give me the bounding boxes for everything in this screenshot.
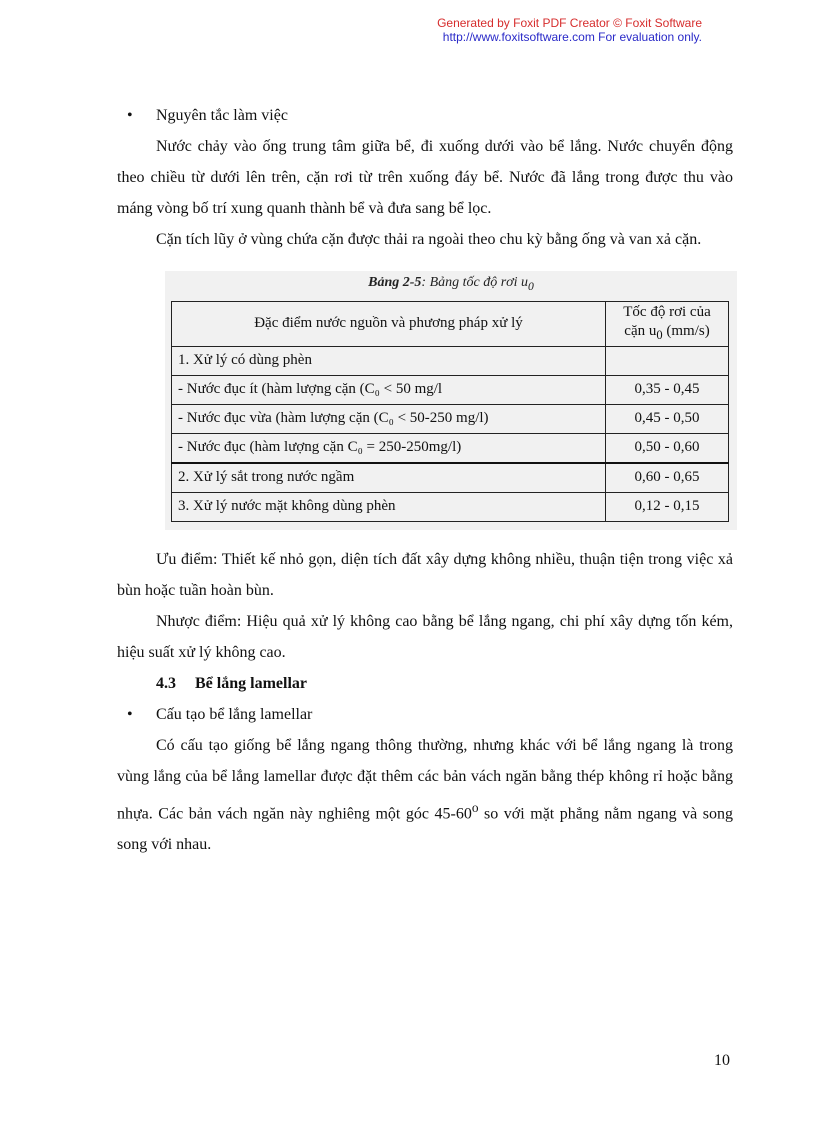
table-spacer bbox=[117, 530, 733, 544]
table-caption-label: Bảng 2-5 bbox=[368, 275, 422, 290]
paragraph-flow: Nước chảy vào ống trung tâm giữa bể, đi xuống dưới vào bể lắng. Nước chuyển động theo chiều từ dưới lên trên, cặn rơi từ trên xuống đáy bể. Nước đã lắng trong được thu vào máng vòng bố trí xung quanh thành bể và đưa sang bể lọc. bbox=[117, 138, 733, 217]
table-cell-label: 1. Xử lý có dùng phèn bbox=[172, 346, 606, 375]
table-cell-value: 0,45 - 0,50 bbox=[606, 404, 729, 433]
table-row bbox=[172, 463, 729, 493]
paragraph-advantages: Ưu điểm: Thiết kế nhỏ gọn, diện tích đất xây dựng không nhiều, thuận tiện trong việc xả bùn hoặc tuần hoàn bùn. bbox=[117, 550, 733, 599]
pdf-creator-watermark bbox=[0, 16, 702, 44]
bullet-lamellar-structure bbox=[117, 699, 733, 730]
table-cell-value bbox=[606, 346, 729, 375]
table-row bbox=[172, 492, 729, 521]
table-cell-label: 3. Xử lý nước mặt không dùng phèn bbox=[172, 492, 606, 521]
section-number: 4.3 bbox=[156, 674, 176, 692]
table-cell-label: - Nước đục vừa (hàm lượng cặn (C₀ < 50-250 mg/l) bbox=[172, 404, 606, 433]
table-caption-subscript: 0 bbox=[528, 279, 534, 293]
table-cell-label: 2. Xử lý sắt trong nước ngầm bbox=[172, 463, 606, 493]
watermark-line-2: http://www.foxitsoftware.com For evaluation only. bbox=[442, 30, 702, 44]
bullet-text: Cấu tạo bể lắng lamellar bbox=[156, 705, 313, 723]
bullet-icon: • bbox=[127, 705, 133, 723]
table-caption bbox=[171, 275, 731, 293]
table-row bbox=[172, 375, 729, 404]
section-title: Bể lắng lamellar bbox=[195, 674, 307, 692]
bullet-working-principle bbox=[117, 100, 733, 131]
table-cell-value: 0,35 - 0,45 bbox=[606, 375, 729, 404]
table-cell-value: 0,60 - 0,65 bbox=[606, 463, 729, 493]
paragraph-lamellar-text-end: so với mặt phẳng nằm ngang và song song với nhau. bbox=[117, 805, 733, 854]
header-velocity-unit: (mm/s) bbox=[662, 322, 710, 339]
section-heading bbox=[117, 668, 733, 699]
table-row bbox=[172, 346, 729, 375]
header-velocity-line2: cặn u bbox=[624, 322, 657, 339]
table-caption-text: : Bảng tốc độ rơi u bbox=[421, 275, 529, 290]
table-row bbox=[172, 404, 729, 433]
table-header-row bbox=[172, 301, 729, 346]
watermark-line-1: Generated by Foxit PDF Creator © Foxit Software bbox=[437, 16, 702, 30]
settling-velocity-table-figure bbox=[165, 271, 737, 530]
table-cell-value: 0,12 - 0,15 bbox=[606, 492, 729, 521]
table-cell-label: - Nước đục (hàm lượng cặn C₀ = 250-250mg/l) bbox=[172, 433, 606, 463]
bullet-icon: • bbox=[127, 107, 133, 124]
table-cell-label: - Nước đục ít (hàm lượng cặn (C₀ < 50 mg/l bbox=[172, 375, 606, 404]
paragraph-disadvantages: Nhược điểm: Hiệu quả xử lý không cao bằng bể lắng ngang, chi phí xây dựng tốn kém, hiệu suất xử lý không cao. bbox=[117, 612, 733, 661]
degree-superscript: o bbox=[471, 799, 479, 815]
paragraph-lamellar-text: Có cấu tạo giống bể lắng ngang thông thường, nhưng khác với bể lắng ngang là trong vùng lắng của bể lắng lamellar được đặt thêm các bản vách ngăn bằng thép không rỉ hoặc bằng nhựa. Các bản vách ngăn này nghiêng một góc 45-60 bbox=[117, 736, 733, 823]
page-number: 10 bbox=[714, 1052, 730, 1069]
header-velocity-subscript: 0 bbox=[656, 327, 663, 342]
header-cell-characteristics: Đặc điểm nước nguồn và phương pháp xử lý bbox=[172, 301, 606, 346]
table-cell-value: 0,50 - 0,60 bbox=[606, 433, 729, 463]
paragraph-lamellar bbox=[117, 730, 733, 860]
settling-velocity-table bbox=[171, 301, 729, 522]
paragraph-sludge: Cặn tích lũy ở vùng chứa cặn được thải ra ngoài theo chu kỳ bằng ống và van xả cặn. bbox=[156, 231, 702, 248]
table-row bbox=[172, 433, 729, 463]
bullet-text: Nguyên tắc làm việc bbox=[156, 107, 288, 124]
header-velocity-line1: Tốc độ rơi của bbox=[623, 303, 711, 320]
header-cell-velocity bbox=[606, 301, 729, 346]
page-content bbox=[117, 100, 733, 860]
